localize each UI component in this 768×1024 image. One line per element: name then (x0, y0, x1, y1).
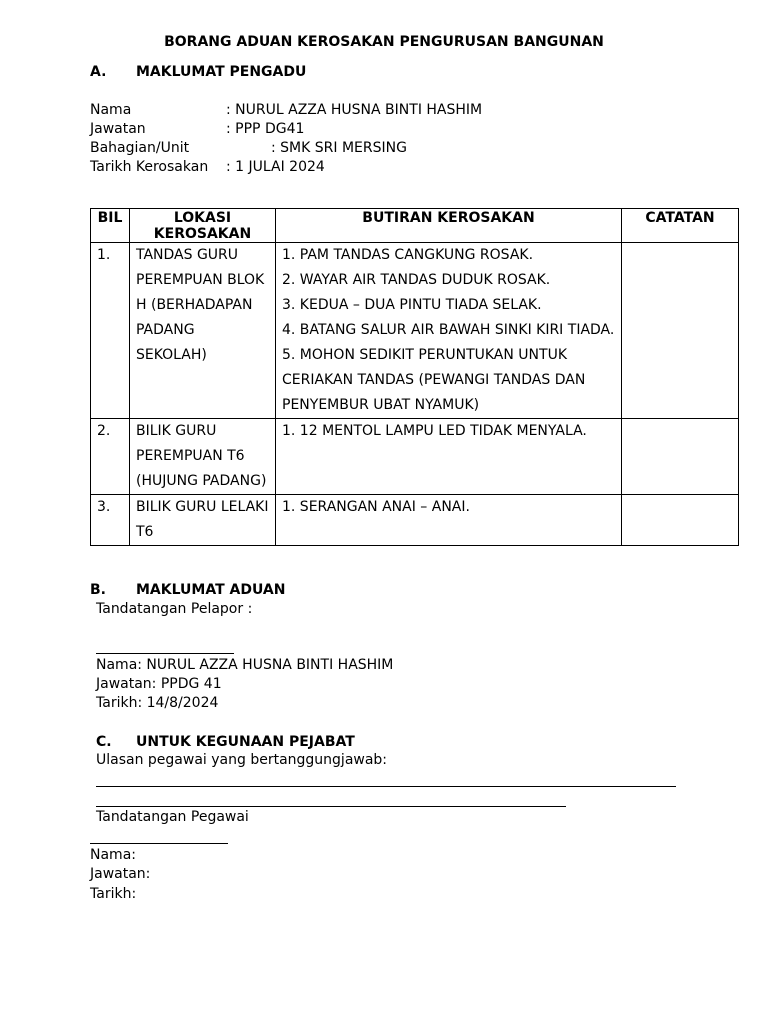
lokasi-line: (HUJUNG PADANG) (136, 473, 267, 489)
lokasi-line: BILIK GURU LELAKI (136, 499, 269, 515)
cell-lokasi (130, 419, 276, 495)
section-b-letter: B. (90, 582, 106, 598)
lokasi-line: PEREMPUAN BLOK (136, 272, 265, 288)
lokasi-line: SEKOLAH) (136, 347, 207, 363)
field-value-nama: : NURUL AZZA HUSNA BINTI HASHIM (226, 102, 483, 118)
cell-lokasi (130, 495, 276, 546)
officer-position-label: Jawatan: (90, 866, 151, 882)
lokasi-line: TANDAS GURU (136, 247, 239, 263)
review-line-2 (96, 806, 566, 807)
field-label-jawatan: Jawatan (90, 121, 146, 137)
header-bil: BIL (91, 209, 130, 243)
review-label: Ulasan pegawai yang bertanggungjawab: (96, 752, 388, 768)
lokasi-line: H (BERHADAPAN (136, 297, 253, 313)
field-label-tarikh: Tarikh Kerosakan (90, 159, 209, 175)
officer-signature-line (90, 843, 228, 844)
cell-lokasi (130, 243, 276, 419)
reporter-signature-line (96, 653, 234, 654)
section-c-letter: C. (96, 734, 112, 750)
section-c-heading (96, 734, 355, 750)
cell-catatan (622, 495, 739, 546)
reporter-position: Jawatan: PPDG 41 (96, 676, 222, 692)
header-catatan: CATATAN (622, 209, 739, 243)
cell-bil: 2. (91, 419, 130, 495)
cell-butiran (276, 419, 622, 495)
field-value-jawatan: : PPP DG41 (226, 121, 305, 137)
section-a-letter: A. (90, 64, 107, 80)
officer-signature-label: Tandatangan Pegawai (96, 809, 249, 825)
field-value-bahagian: : SMK SRI MERSING (271, 140, 407, 156)
reporter-signature-label: Tandatangan Pelapor : (96, 601, 253, 617)
reporter-date: Tarikh: 14/8/2024 (96, 695, 219, 711)
review-line-1 (96, 786, 676, 787)
butiran-line: 3. KEDUA – DUA PINTU TIADA SELAK. (282, 297, 542, 313)
section-b-title: MAKLUMAT ADUAN (136, 582, 286, 598)
form-title: BORANG ADUAN KEROSAKAN PENGURUSAN BANGUNAN (164, 34, 604, 50)
butiran-line: 1. PAM TANDAS CANGKUNG ROSAK. (282, 247, 534, 263)
lokasi-line: PADANG (136, 322, 195, 338)
cell-bil: 1. (91, 243, 130, 419)
reporter-name: Nama: NURUL AZZA HUSNA BINTI HASHIM (96, 657, 394, 673)
officer-name-label: Nama: (90, 847, 136, 863)
butiran-line: 1. SERANGAN ANAI – ANAI. (282, 499, 470, 515)
section-a-title: MAKLUMAT PENGADU (136, 64, 307, 80)
lokasi-line: PEREMPUAN T6 (136, 448, 245, 464)
header-butiran: BUTIRAN KEROSAKAN (276, 209, 622, 243)
officer-date-label: Tarikh: (90, 886, 137, 902)
field-label-nama: Nama (90, 102, 132, 118)
table-row (91, 419, 739, 495)
cell-catatan (622, 243, 739, 419)
damage-table (90, 208, 739, 546)
table-row (91, 243, 739, 419)
field-value-tarikh: : 1 JULAI 2024 (226, 159, 325, 175)
cell-catatan (622, 419, 739, 495)
butiran-line: 5. MOHON SEDIKIT PERUNTUKAN UNTUK (282, 347, 567, 363)
butiran-line: 1. 12 MENTOL LAMPU LED TIDAK MENYALA. (282, 423, 587, 439)
cell-butiran (276, 495, 622, 546)
butiran-line: 2. WAYAR AIR TANDAS DUDUK ROSAK. (282, 272, 551, 288)
cell-butiran (276, 243, 622, 419)
lokasi-line: T6 (136, 524, 154, 540)
table-row (91, 495, 739, 546)
section-a-heading (90, 64, 306, 80)
section-b-heading (90, 582, 285, 598)
section-c-title: UNTUK KEGUNAAN PEJABAT (136, 734, 355, 750)
table-header-row (91, 209, 739, 243)
lokasi-line: BILIK GURU (136, 423, 217, 439)
field-label-bahagian: Bahagian/Unit (90, 140, 190, 156)
butiran-line: CERIAKAN TANDAS (PEWANGI TANDAS DAN (282, 372, 586, 388)
butiran-line: PENYEMBUR UBAT NYAMUK) (282, 397, 480, 413)
cell-bil: 3. (91, 495, 130, 546)
header-lokasi: LOKASI KEROSAKAN (130, 209, 276, 243)
butiran-line: 4. BATANG SALUR AIR BAWAH SINKI KIRI TIADA. (282, 322, 615, 338)
